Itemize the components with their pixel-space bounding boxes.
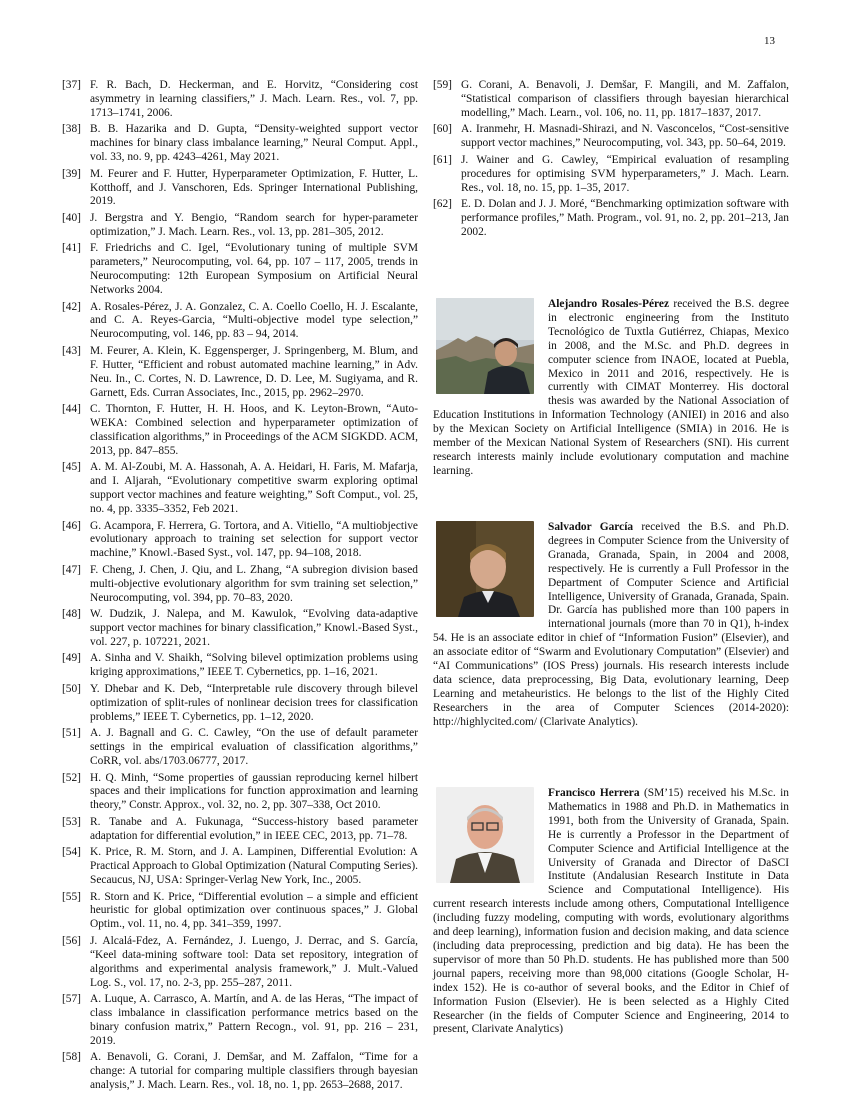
reference-item: [38] B. B. Hazarika and D. Gupta, “Density-weighted support vector machines for binary class imbalance learning,” Neural Comput. Appl., vol. 33, no. 9, pp. 4243–4261, May 2021.	[62, 123, 418, 164]
author-photo-garcia	[436, 521, 534, 617]
author-photo	[436, 298, 534, 394]
reference-item: [54] K. Price, R. M. Storn, and J. A. Lampinen, Differential Evolution: A Practical Approach to Global Optimization (Natural Computing Series). Secaucus, NJ, USA: Springer-Verlag New York, Inc., 2005.	[62, 846, 418, 887]
author-name: Francisco Herrera	[548, 787, 640, 799]
author-name: Salvador García	[548, 521, 634, 533]
reference-item: [57] A. Luque, A. Carrasco, A. Martín, and A. de las Heras, “The impact of class imbalance in classification performance metrics based on the binary confusion matrix,” Pattern Recogn., vol. 91, pp. 216 – 231, 2019.	[62, 993, 418, 1047]
reference-item: [42] A. Rosales-Pérez, J. A. Gonzalez, C. A. Coello Coello, H. J. Escalante, and C. A. Reyes-Garcia, “Multi-objective model type selection,” Neurocomputing, vol. 146, pp. 83 – 94, 2014.	[62, 300, 418, 341]
reference-item: [41] F. Friedrichs and C. Igel, “Evolutionary tuning of multiple SVM parameters,” Neurocomputing, vol. 64, pp. 107 – 117, 2005, trends in Neurocomputing: 12th European Symposium on Artificial Neural Networks 2004.	[62, 242, 418, 297]
reference-item: [48] W. Dudzik, J. Nalepa, and M. Kawulok, “Evolving data-adaptive support vector machines for binary classification,” Knowl.-Based Syst., vol. 227, p. 107221, 2021.	[62, 608, 418, 648]
references-right-column	[433, 79, 789, 242]
author-bio-herrera	[433, 787, 789, 1037]
reference-item: [45] A. M. Al-Zoubi, M. A. Hassonah, A. A. Heidari, H. Faris, M. Mafarja, and I. Aljarah, “Evolutionary competitive swarm exploring optimal support vector machines and feature weighting,” Soft Comput., vol. 25, no. 4, pp. 3335–3352, Feb 2021.	[62, 461, 418, 516]
author-photo-herrera	[436, 787, 534, 883]
reference-item: [43] M. Feurer, A. Klein, K. Eggensperger, J. Springenberg, M. Blum, and F. Hutter, “Efficient and robust automated machine learning,” in Adv. Neu. In., C. Cortes, N. D. Lawrence, D. D. Lee, M. Sugiyama, and R. Garnett, Eds. Curran Associates, Inc., 2015, pp. 2962–2970.	[62, 344, 418, 399]
references-left-column	[62, 79, 418, 1096]
author-name: Alejandro Rosales-Pérez	[548, 298, 670, 310]
reference-item: [56] J. Alcalá-Fdez, A. Fernández, J. Luengo, J. Derrac, and S. García, “Keel data-mining software tool: Data set repository, integration of algorithms and experimental analysis framework,” J. Mult.-Valued Log. S., vol. 17, no. 2-3, pp. 255–287, 2011.	[62, 934, 418, 989]
author-bio-rosales	[433, 298, 789, 479]
reference-item: [55] R. Storn and K. Price, “Differential evolution – a simple and efficient heuristic for global optimization over continuous spaces,” J. Global Optim., vol. 11, no. 4, pp. 341–359, 1997.	[62, 890, 418, 931]
reference-item: [58] A. Benavoli, G. Corani, J. Demšar, and M. Zaffalon, “Time for a change: A tutorial for comparing multiple classifiers through bayesian analysis,” J. Mach. Learn. Res., vol. 18, no. 1, pp. 2653–2688, 2017.	[62, 1051, 418, 1092]
reference-item: [40] J. Bergstra and Y. Bengio, “Random search for hyper-parameter optimization,” J. Mach. Learn. Res., vol. 13, pp. 281–305, 2012.	[62, 211, 418, 238]
author-bio-garcia	[433, 521, 789, 730]
reference-item: [47] F. Cheng, J. Chen, J. Qiu, and L. Zhang, “A subregion division based multi-objective evolutionary algorithm for svm training set selection,” Neurocomputing, vol. 394, pp. 70–83, 2020.	[62, 563, 418, 604]
author-photo	[436, 521, 534, 617]
reference-item: [39] M. Feurer and F. Hutter, Hyperparameter Optimization, F. Hutter, L. Kotthoff, and J. Vanschoren, Eds. Springer International Publishing, 2019.	[62, 167, 418, 208]
reference-item: [44] C. Thornton, F. Hutter, H. H. Hoos, and K. Leyton-Brown, “Auto-WEKA: Combined selection and hyperparameter optimization of classification algorithms,” in Proceedings of the ACM SIGKDD. ACM, 2013, pp. 847–855.	[62, 403, 418, 457]
reference-item: [53] R. Tanabe and A. Fukunaga, “Success-history based parameter adaptation for differential evolution,” in IEEE CEC, 2013, pp. 71–78.	[62, 815, 418, 842]
reference-item: [37] F. R. Bach, D. Heckerman, and E. Horvitz, “Considering cost asymmetry in learning classifiers,” J. Mach. Learn. Res., vol. 7, pp. 1713–1741, 2006.	[62, 79, 418, 119]
author-bio-text: received the B.S. and Ph.D. degrees in Computer Science from the University of Granada, Granada, Spain, in 2004 and 2008, respectively. He is currently a Full Professor in the Department of Computer Science and Artificial Intelligence, University of Granada, Granada, Spain. Dr. García has published more than 100 papers in international journals (more than 70 in Q1), h-index 54. He is an associate editor in chief of “Information Fusion” (Elsevier), and an associate editor of “Swarm and Evolutionary Computation” (Elsevier) and “AI Communications” (IOS Press) journals. His research interests include data science, data preprocessing, Big Data, evolutionary learning, Deep Learning and metaheuristics. He belongs to the list of the Highly Cited Researchers in the area of Computer Sciences (2014-2020): http://highlycited.com/ (Clarivate Analytics).	[433, 521, 789, 728]
reference-item: [46] G. Acampora, F. Herrera, G. Tortora, and A. Vitiello, “A multiobjective evolutionary approach to training set selection for support vector machine,” Knowl.-Based Syst., vol. 147, pp. 94–108, 2018.	[62, 519, 418, 560]
reference-item: [49] A. Sinha and V. Shaikh, “Solving bilevel optimization problems using kriging approximations,” IEEE T. Cybernetics, pp. 1–16, 2021.	[62, 652, 418, 679]
author-bio-text: (SM’15) received his M.Sc. in Mathematics in 1988 and Ph.D. in Mathematics in 1991, both from the University of Granada, Spain. He is currently a Professor in the Department of Computer Science and Artificial Intelligence at the University of Granada and Director of DaSCI Institute (Andalusian Research Institute in Data Science and Computational Intelligence). His current research interests include among others, Computational Intelligence (including fuzzy modeling, computing with words, evolutionary algorithms and deep learning), information fusion and decision making, and data science (including data preprocessing, prediction and big data). He has been the supervisor of more than 50 Ph.D. students. He has published more than 500 journal papers, receiving more than 98,000 citations (Google Scholar, H-index 152). He is co-author of several books, and the Editor in Chief of Information Fusion (Elsevier). He is been selected as a Highly Cited Researcher (in the fields of Computer Science and Engineering, 2014 to present, Clarivate Analytics)	[433, 787, 789, 1036]
reference-item: [61] J. Wainer and G. Cawley, “Empirical evaluation of resampling procedures for optimising SVM hyperparameters,” J. Mach. Learn. Res., vol. 18, no. 15, pp. 1–35, 2017.	[433, 153, 789, 194]
reference-item: [50] Y. Dhebar and K. Deb, “Interpretable rule discovery through bilevel optimization of split-rules of nonlinear decision trees for classification problems,” IEEE T. Cybernetics, pp. 1–12, 2020.	[62, 682, 418, 723]
page-number: 13	[764, 35, 775, 47]
reference-item: [51] A. J. Bagnall and G. C. Cawley, “On the use of default parameter settings in the empirical evaluation of classification algorithms,” CoRR, vol. abs/1703.06777, 2017.	[62, 727, 418, 767]
author-photo-rosales	[436, 298, 534, 394]
reference-item: [59] G. Corani, A. Benavoli, J. Demšar, F. Mangili, and M. Zaffalon, “Statistical comparison of classifiers through bayesian hierarchical modelling,” Mach. Learn., vol. 106, no. 11, pp. 1817–1837, 2017.	[433, 79, 789, 119]
author-bio-text: received the B.S. degree in electronic engineering from the Instituto Tecnológico de Tuxtla Gutiérrez, Chiapas, Mexico in 2008, and the M.Sc. and Ph.D. degrees in computer science from INAOE, located at Puebla, Mexico in 2011 and 2016, respectively. He is currently with CIMAT Monterrey. His doctoral thesis was awarded by the National Association of Education Institutions in Information Technology (ANIEI) in 2016 and also by the Mexican Society on Artificial Intelligence (SMIA) in 2016. He is member of the Mexican National System of Researchers (SNI). His current research interests mainly include evolutionary computation and machine learning.	[433, 298, 790, 477]
reference-item: [62] E. D. Dolan and J. J. Moré, “Benchmarking optimization software with performance profiles,” Math. Program., vol. 91, no. 2, pp. 201–213, Jan 2002.	[433, 198, 789, 238]
reference-item: [60] A. Iranmehr, H. Masnadi-Shirazi, and N. Vasconcelos, “Cost-sensitive support vector machines,” Neurocomputing, vol. 343, pp. 50–64, 2019.	[433, 123, 789, 150]
author-photo	[436, 787, 534, 883]
reference-item: [52] H. Q. Minh, “Some properties of gaussian reproducing kernel hilbert spaces and their implications for function approximation and learning theory,” Constr. Approx., vol. 32, no. 2, pp. 307–338, Oct 2010.	[62, 771, 418, 812]
